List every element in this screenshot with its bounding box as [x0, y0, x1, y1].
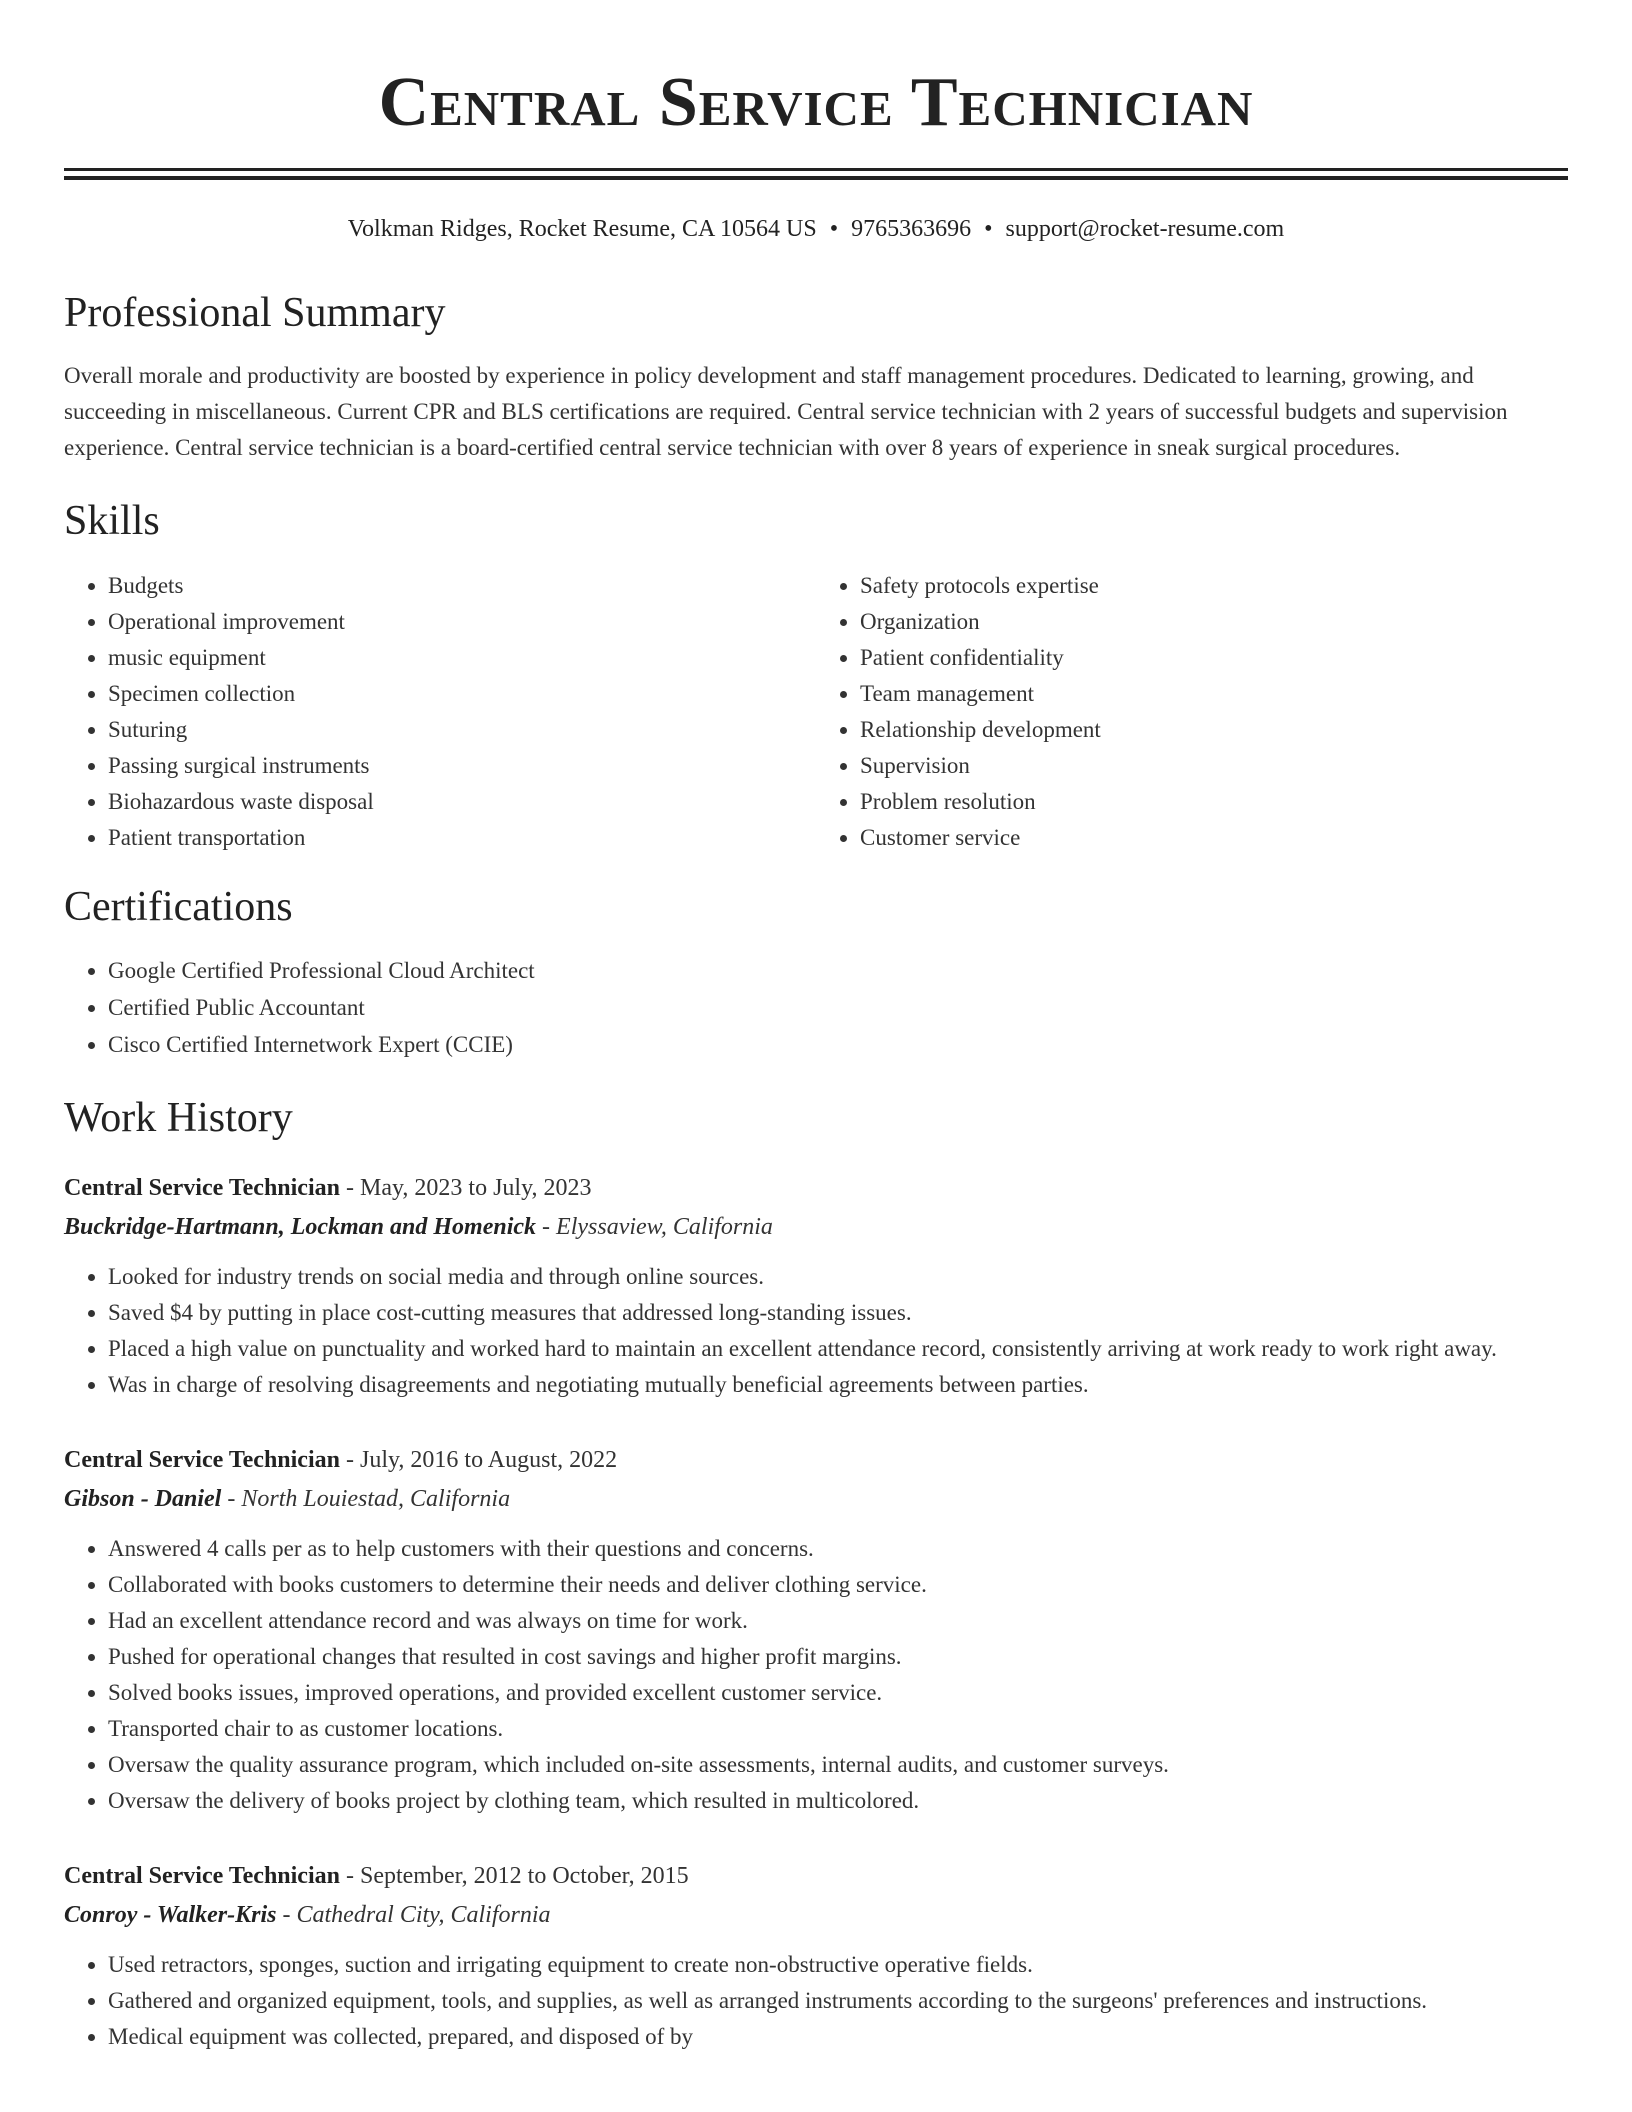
- company-dash: -: [282, 1902, 291, 1928]
- company-location: Elyssaview, California: [556, 1214, 773, 1240]
- job-dash: -: [345, 1447, 354, 1473]
- company-dash: -: [542, 1214, 551, 1240]
- job-title-line: [64, 1441, 1568, 1479]
- title-divider: [64, 168, 1568, 171]
- job-bullet: • Solved books issues, improved operations, and provided excellent customer service.: [108, 1675, 1568, 1711]
- job-dash: -: [345, 1175, 354, 1201]
- job-bullet: • Looked for industry trends on social media and through online sources.: [108, 1259, 1568, 1295]
- job-bullet: • Transported chair to as customer locations.: [108, 1711, 1568, 1747]
- skills-grid: [64, 568, 1568, 856]
- company-line: [64, 1895, 1568, 1935]
- skill-item: • Organization: [860, 604, 1568, 640]
- job-entry: [64, 1169, 1568, 1403]
- skill-item: • Team management: [860, 676, 1568, 712]
- job-title: Central Service Technician: [64, 1447, 340, 1473]
- skills-list-right: [816, 568, 1568, 856]
- skill-item: • Passing surgical instruments: [108, 748, 816, 784]
- skill-item: • music equipment: [108, 640, 816, 676]
- summary-text: Overall morale and productivity are boosted by experience in policy development and staff management procedures. Dedicated to learning, growing, and succeeding in miscellaneous. Current CPR and BLS certifications are required. Central service technician with 2 years of successful budgets and supervision experience. Central service technician is a board-certified central service technician with over 8 years of experience in sneak surgical procedures.: [64, 363, 1508, 460]
- job-bullet: • Collaborated with books customers to determine their needs and deliver clothing service.: [108, 1567, 1568, 1603]
- job-bullet: • Was in charge of resolving disagreements and negotiating mutually beneficial agreements between parties.: [108, 1367, 1568, 1403]
- certifications-list: [64, 952, 1568, 1063]
- company-name: Buckridge-Hartmann, Lockman and Homenick: [64, 1214, 537, 1240]
- job-bullets: [64, 1947, 1568, 2055]
- company-location: North Louiestad, California: [241, 1486, 511, 1512]
- company-line: [64, 1207, 1568, 1247]
- skill-item: • Specimen collection: [108, 676, 816, 712]
- skill-item: • Safety protocols expertise: [860, 568, 1568, 604]
- company-name: Conroy - Walker-Kris: [64, 1902, 277, 1928]
- job-title: Central Service Technician: [64, 1175, 340, 1201]
- job-bullet: • Oversaw the delivery of books project by clothing team, which resulted in multicolored.: [108, 1783, 1568, 1819]
- job-bullet: • Used retractors, sponges, suction and irrigating equipment to create non-obstructive operative fields.: [108, 1947, 1568, 1983]
- job-dates: July, 2016 to August, 2022: [359, 1447, 618, 1473]
- skill-item: • Supervision: [860, 748, 1568, 784]
- certification-item: • Certified Public Accountant: [108, 989, 1568, 1026]
- job-bullets: [64, 1259, 1568, 1403]
- skill-item: • Budgets: [108, 568, 816, 604]
- job-bullet: • Gathered and organized equipment, tools, and supplies, as well as arranged instruments according to the surgeons' preferences and instructions.: [108, 1983, 1568, 2019]
- job-dash: -: [345, 1863, 354, 1889]
- skill-item: • Customer service: [860, 820, 1568, 856]
- work-history-heading: Work History: [64, 1095, 293, 1141]
- job-bullet: • Saved $4 by putting in place cost-cutting measures that addressed long-standing issues.: [108, 1295, 1568, 1331]
- contact-phone: 9765363696: [851, 216, 972, 242]
- skill-item: • Patient transportation: [108, 820, 816, 856]
- job-bullet: • Oversaw the quality assurance program, which included on-site assessments, internal audits, and customer surveys.: [108, 1747, 1568, 1783]
- contact-separator: •: [984, 216, 993, 242]
- skill-item: • Problem resolution: [860, 784, 1568, 820]
- skills-heading: Skills: [64, 498, 160, 544]
- contact-line: [64, 214, 1568, 244]
- contact-email: support@rocket-resume.com: [1005, 216, 1285, 242]
- company-location: Cathedral City, California: [296, 1902, 551, 1928]
- company-name: Gibson - Daniel: [64, 1486, 222, 1512]
- resume-page: [64, 0, 1568, 2055]
- job-bullets: [64, 1531, 1568, 1819]
- job-bullet: • Had an excellent attendance record and was always on time for work.: [108, 1603, 1568, 1639]
- job-bullet: • Medical equipment was collected, prepared, and disposed of by: [108, 2019, 1568, 2055]
- contact-address: Volkman Ridges, Rocket Resume, CA 10564 US: [347, 216, 817, 242]
- job-bullet: • Pushed for operational changes that resulted in cost savings and higher profit margins.: [108, 1639, 1568, 1675]
- certification-item: • Cisco Certified Internetwork Expert (CCIE): [108, 1026, 1568, 1063]
- company-dash: -: [227, 1486, 236, 1512]
- job-bullet: • Answered 4 calls per as to help customers with their questions and concerns.: [108, 1531, 1568, 1567]
- skill-item: • Relationship development: [860, 712, 1568, 748]
- skill-item: • Suturing: [108, 712, 816, 748]
- job-entry: [64, 1857, 1568, 2055]
- resume-title: Central Service Technician: [378, 64, 1254, 141]
- skill-item: • Biohazardous waste disposal: [108, 784, 816, 820]
- job-entry: [64, 1441, 1568, 1819]
- title-divider-lower: [64, 176, 1568, 180]
- summary-heading: Professional Summary: [64, 290, 446, 336]
- skills-list-left: [64, 568, 816, 856]
- job-dates: May, 2023 to July, 2023: [359, 1175, 592, 1201]
- skill-item: • Operational improvement: [108, 604, 816, 640]
- job-title-line: [64, 1169, 1568, 1207]
- skill-item: • Patient confidentiality: [860, 640, 1568, 676]
- job-title: Central Service Technician: [64, 1863, 340, 1889]
- contact-separator: •: [829, 216, 839, 242]
- certification-item: • Google Certified Professional Cloud Architect: [108, 952, 1568, 989]
- certifications-heading: Certifications: [64, 884, 293, 930]
- company-line: [64, 1479, 1568, 1519]
- job-dates: September, 2012 to October, 2015: [359, 1863, 689, 1889]
- job-bullet: • Placed a high value on punctuality and worked hard to maintain an excellent attendance record, consistently arriving at work ready to work right away.: [108, 1331, 1568, 1367]
- job-title-line: [64, 1857, 1568, 1895]
